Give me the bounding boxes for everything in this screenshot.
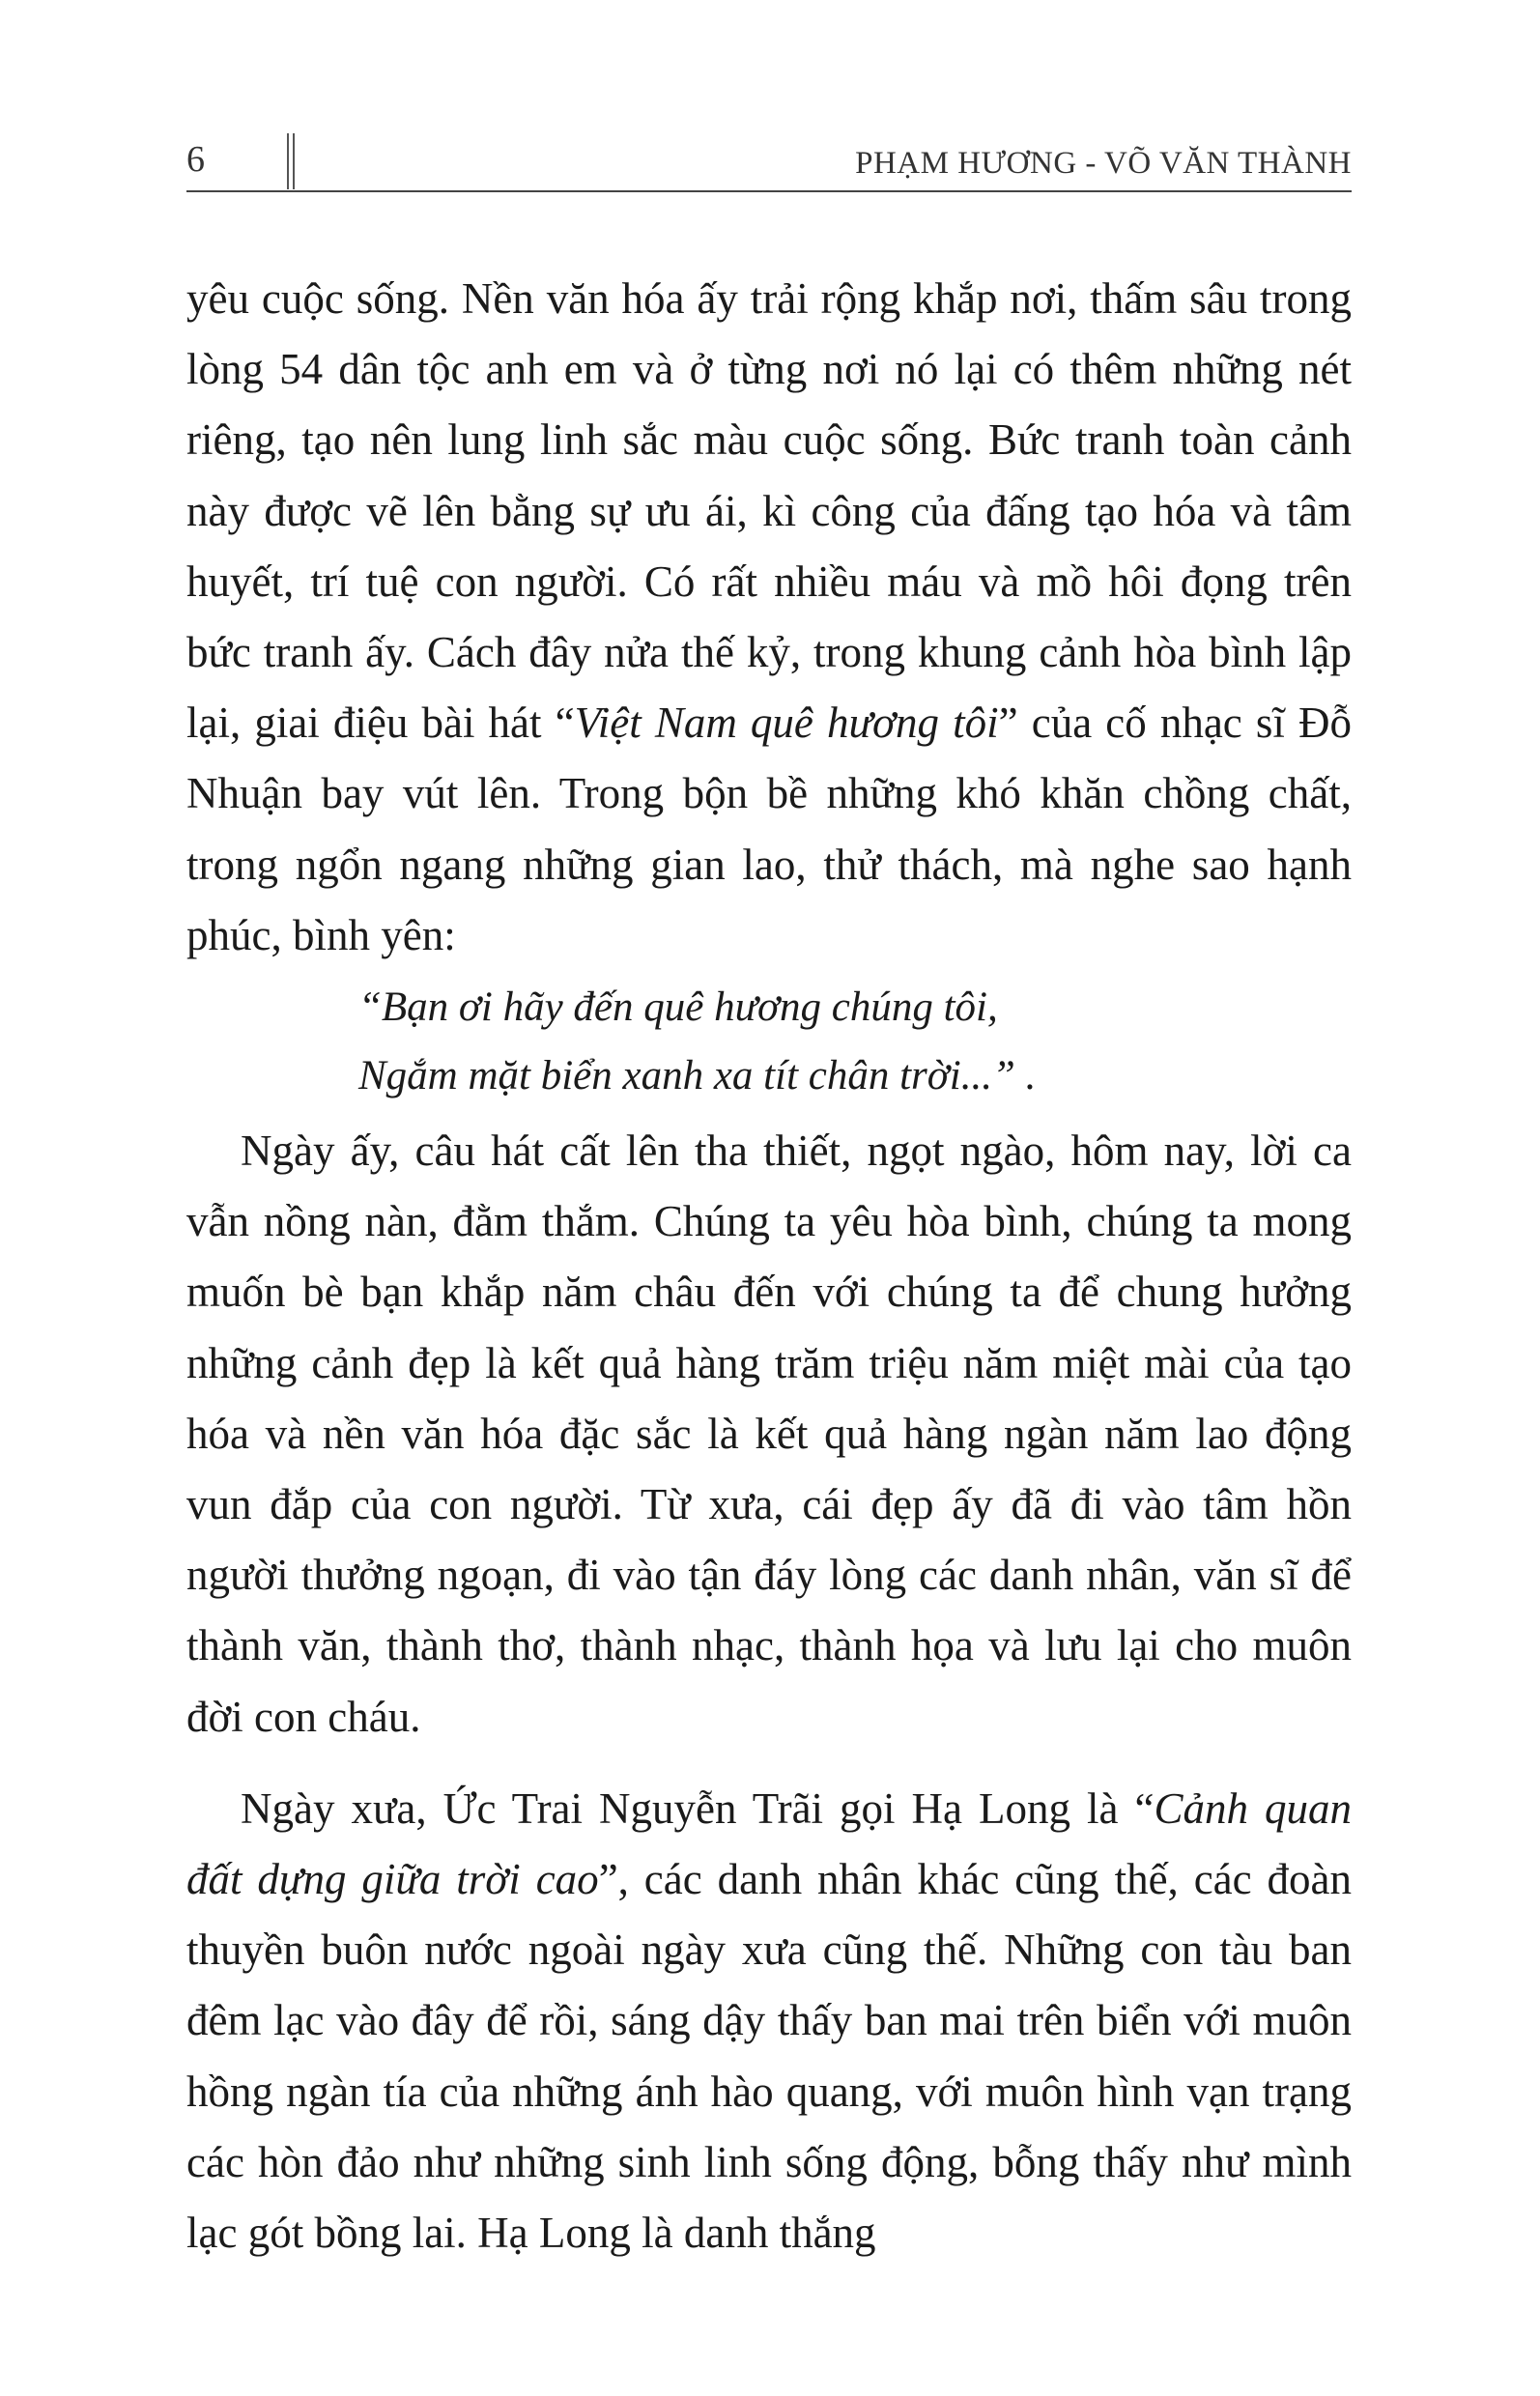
page-number: 6 <box>186 139 205 180</box>
header-separator <box>287 133 297 189</box>
body-text <box>186 264 1352 2268</box>
paragraph-3-text-b: ”, các danh nhân khác cũng thế, các đoàn thuyền buôn nước ngoài ngày xưa cũng thế. Những con tàu ban đêm lạc vào đây để rồi, sáng dậy thấy ban mai trên biển với muôn hồng ngàn tía của những ánh hào quang, với muôn hình vạn trạng các hòn đảo như những sinh linh sống động, bỗng thấy như mình lạc gót bồng lai. Hạ Long là danh thắng <box>186 1855 1352 2258</box>
page-header <box>186 133 1352 191</box>
nguyen-trai-quote: Cảnh quan đất dựng giữa trời cao <box>186 1783 1353 1904</box>
paragraph-1-text-b: ” của cố nhạc sĩ Đỗ Nhuận bay vút lên. Trong bộn bề những khó khăn chồng chất, trong ngổn ngang những gian lao, thử thách, mà nghe sao hạnh phúc, bình yên: <box>186 699 1352 959</box>
quote-line-2: Ngắm mặt biển xanh xa tít chân trời...” . <box>358 1053 1037 1099</box>
paragraph-1 <box>186 264 1352 971</box>
song-title: Việt Nam quê hương tôi <box>574 699 999 748</box>
paragraph-2: Ngày ấy, câu hát cất lên tha thiết, ngọt ngào, hôm nay, lời ca vẫn nồng nàn, đằm thắm. Chúng ta yêu hòa bình, chúng ta mong muốn bè bạn khắp năm châu đến với chúng ta để chung hưởng những cảnh đẹp là kết quả hàng trăm triệu năm miệt mài của tạo hóa và nền văn hóa đặc sắc là kết quả hàng ngàn năm lao động vun đắp của con người. Từ xưa, cái đẹp ấy đã đi vào tâm hồn người thưởng ngoạn, đi vào tận đáy lòng các danh nhân, văn sĩ để thành văn, thành thơ, thành nhạc, thành họa và lưu lại cho muôn đời con cháu. <box>186 1127 1352 1741</box>
paragraph-3-text-a: Ngày xưa, Ức Trai Nguyễn Trãi gọi Hạ Long là “ <box>241 1783 1155 1833</box>
song-quote <box>358 973 1352 1110</box>
paragraph-3 <box>186 1774 1352 2268</box>
quote-line-1: “Bạn ơi hãy đến quê hương chúng tôi, <box>358 984 998 1031</box>
header-rule <box>186 190 1352 192</box>
paragraph-1-text-a: yêu cuộc sống. Nền văn hóa ấy trải rộng khắp nơi, thấm sâu trong lòng 54 dân tộc anh em và ở từng nơi nó lại có thêm những nét riêng, tạo nên lung linh sắc màu cuộc sống. Bức tranh toàn cảnh này được vẽ lên bằng sự ưu ái, kì công của đấng tạo hóa và tâm huyết, trí tuệ con người. Có rất nhiều máu và mồ hôi đọng trên bức tranh ấy. Cách đây nửa thế kỷ, trong khung cảnh hòa bình lập lại, giai điệu bài hát “ <box>186 274 1352 748</box>
running-title: PHẠM HƯƠNG - VÕ VĂN THÀNH <box>855 146 1352 181</box>
